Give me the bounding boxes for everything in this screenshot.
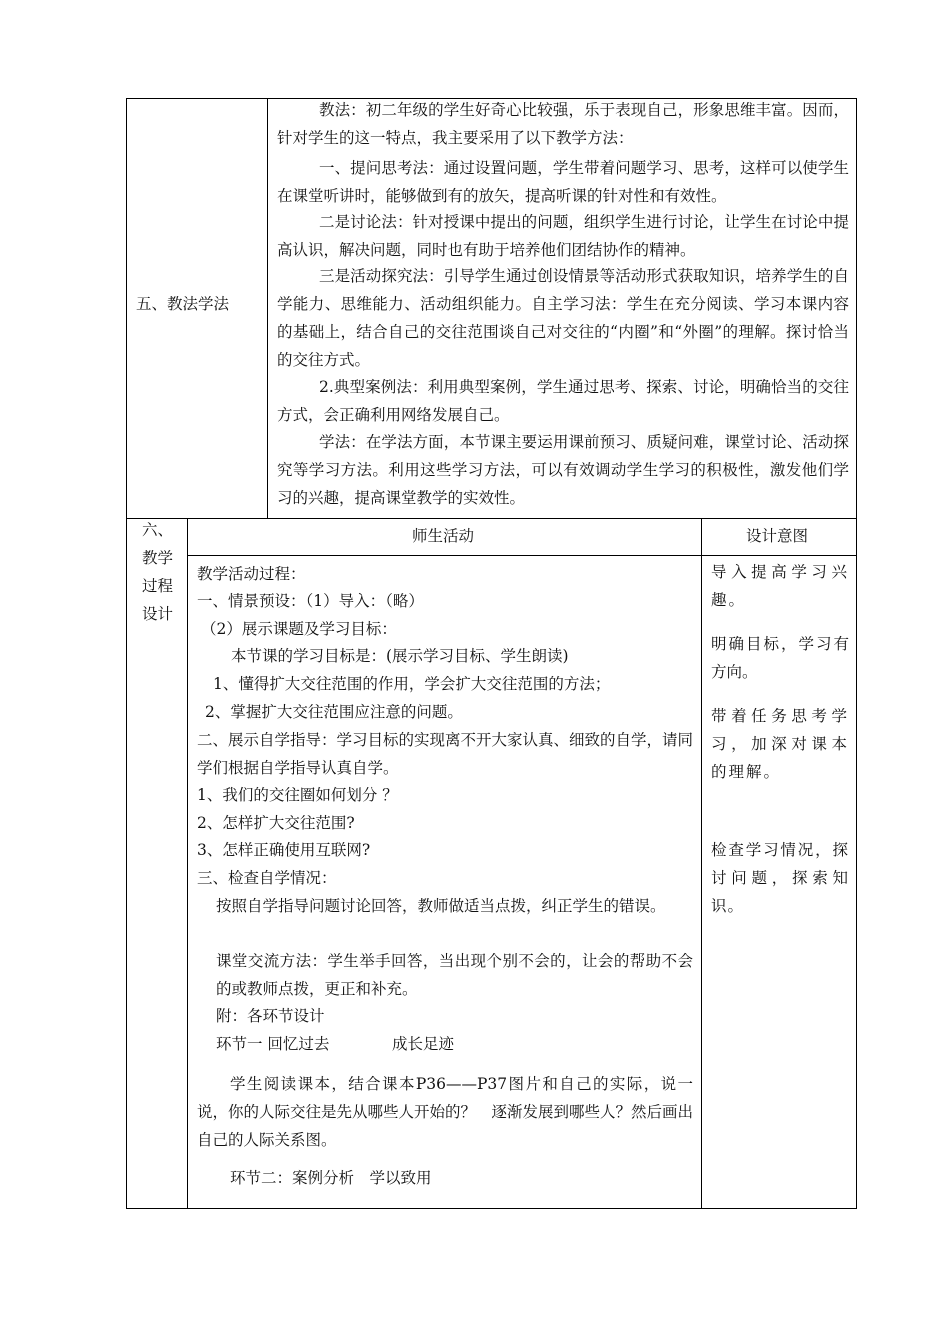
activity-line: 2、掌握扩大交往范围应注意的问题。 — [205, 703, 463, 721]
activity-line: 按照自学指导问题讨论回答，教师做适当点拨，纠正学生的错误。 — [216, 897, 666, 915]
section5-label-divider — [267, 98, 268, 518]
activity-line: 附：各环节设计 — [216, 1007, 325, 1025]
table-right-border — [856, 98, 857, 1209]
activity-line: 本节课的学习目标是：(展示学习目标、学生朗读) — [231, 647, 569, 665]
section6-label-line: 设计 — [142, 605, 174, 623]
activity-line: 三、检查自学情况： — [197, 869, 337, 887]
table-bottom-border — [126, 1208, 857, 1209]
activity-line: 学生阅读课本，结合课本P36——P37图片和自己的实际，说一说，你的人际交往是先从哪些人开始的？ 逐渐发展到哪些人？然后画出自己的人际关系图。 — [197, 1075, 694, 1149]
activity-line: 环节二：案例分析 学以致用 — [230, 1169, 432, 1187]
activity-line: 3、怎样正确使用互联网? — [197, 841, 371, 859]
section6-label-line: 六、 — [142, 521, 174, 539]
teaching-method-intro: 教法：初二年级的学生好奇心比较强，乐于表现自己，形象思维丰富。因而，针对学生的这一特点，我主要采用了以下教学方法： — [277, 101, 849, 147]
activity-line: 课堂交流方法：学生举手回答，当出现个别不会的，让会的帮助不会的或教师点拨，更正和补充。 — [216, 952, 693, 998]
activity-line: 1、我们的交往圈如何划分 ？ — [197, 786, 398, 804]
section6-label-line: 过程 — [142, 577, 174, 595]
activity-line: 环节一 回忆过去 — [216, 1035, 330, 1053]
method-discussion: 二是讨论法：针对授课中提出的问题，组织学生进行讨论，让学生在讨论中提高认识，解决问题，同时也有助于培养他们团结协作的精神。 — [277, 213, 849, 259]
activity-line: （2）展示课题及学习目标： — [201, 620, 397, 638]
section6-label-divider — [187, 518, 188, 1208]
table-left-border — [126, 98, 127, 1209]
activity-line: 教学活动过程： — [197, 565, 306, 583]
method-activity-inquiry: 三是活动探究法：引导学生通过创设情景等活动形式获取知识，培养学生的自学能力、思维能力、活动组织能力。自主学习法：学生在充分阅读、学习本课内容的基础上，结合自己的交往范围谈自己对交往的“内圈”和“外圈”的理解。探讨恰当的交往方式。 — [277, 267, 849, 369]
activity-line: 1、懂得扩大交往范围的作用，学会扩大交往范围的方法； — [213, 675, 611, 693]
method-questioning: 一、提问思考法：通过设置问题，学生带着问题学习、思考，这样可以使学生在课堂听讲时，能够做到有的放矢，提高听课的针对性和有效性。 — [277, 159, 849, 205]
activity-line: 2、怎样扩大交往范围? — [197, 814, 355, 832]
activity-line: 成长足迹 — [392, 1035, 455, 1053]
method-case-study: 2.典型案例法：利用典型案例，学生通过思考、探索、讨论，明确恰当的交往方式，会正确利用网络发展自己。 — [277, 378, 849, 424]
activity-line: 一、情景预设：（1）导入：（略） — [197, 592, 424, 610]
intent-note: 带着任务思考学习，加深对课本的理解。 — [711, 707, 849, 781]
column-header-activity: 师生活动 — [412, 527, 475, 545]
intent-note: 检查学习情况，探讨问题，探索知识。 — [711, 841, 849, 915]
header-divider — [187, 555, 857, 556]
learning-method: 学法：在学法方面，本节课主要运用课前预习、质疑问难，课堂讨论、活动探究等学习方法。利用这些学习方法，可以有效调动学生学习的积极性，激发他们学习的兴趣，提高课堂教学的实效性。 — [277, 433, 849, 507]
section-divider — [126, 518, 857, 519]
intent-column-divider — [701, 518, 702, 1208]
intent-note: 明确目标，学习有方向。 — [711, 635, 849, 681]
section6-label-line: 教学 — [142, 549, 174, 567]
intent-note: 导入提高学习兴趣。 — [711, 563, 849, 609]
activity-line: 二、展示自学指导：学习目标的实现离不开大家认真、细致的自学，请同学们根据自学指导认真自学。 — [197, 731, 694, 777]
section5-label: 五、教法学法 — [136, 295, 230, 313]
column-header-intent: 设计意图 — [746, 527, 809, 545]
